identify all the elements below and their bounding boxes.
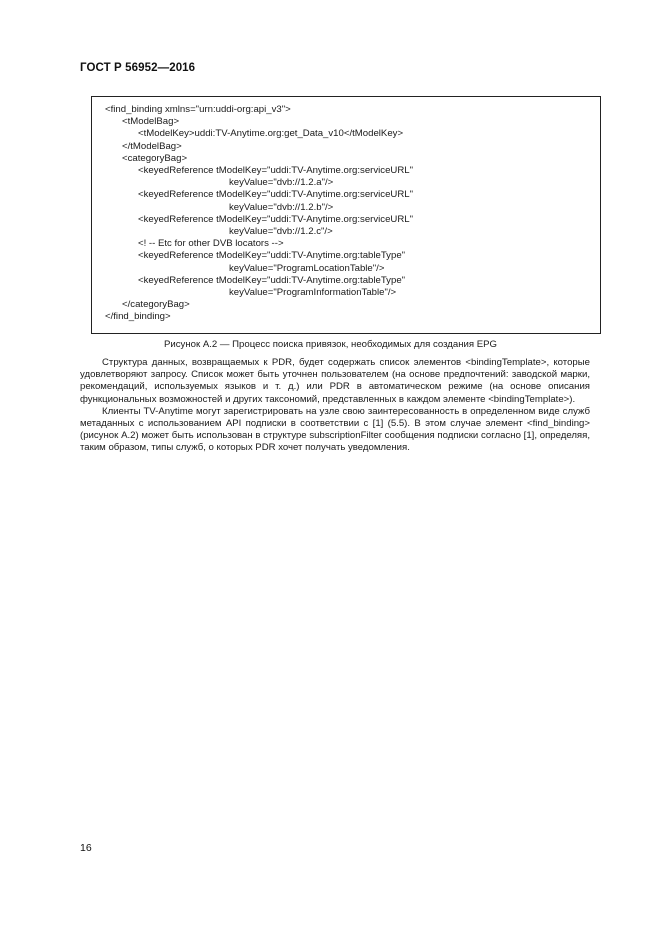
code-line: <categoryBag> (122, 152, 188, 164)
code-line: <tModelBag> (122, 116, 180, 128)
code-line: keyValue="dvb://1.2.c"/> (229, 226, 333, 238)
code-line: <find_binding xmlns="urn:uddi-org:api_v3"> (105, 104, 291, 115)
code-line: <keyedReference tModelKey="uddi:TV-Anytime.org:tableType" (138, 250, 406, 262)
document-header: ГОСТ Р 56952—2016 (80, 62, 196, 74)
code-line: keyValue="ProgramInformationTable"/> (229, 287, 397, 299)
code-line: keyValue="ProgramLocationTable"/> (229, 262, 385, 274)
code-line: <! -- Etc for other DVB locators --> (138, 238, 284, 250)
code-line: <keyedReference tModelKey="uddi:TV-Anytime.org:serviceURL" (138, 189, 414, 201)
paragraph: Клиенты TV-Anytime могут зарегистрировать на узле свою заинтересованность в определенном виде служб метаданных с использованием API подписки в соответствии с [1] (5.5). В этом случае элемент <find_binding> (рисунок А.2) может быть использован в структуре subscriptionFilter сообщения подписки согласно [1], определяя, таким образом, типы служб, о которых PDR хочет получать уведомления. (80, 405, 590, 454)
code-listing (105, 104, 413, 324)
code-line: </categoryBag> (122, 299, 190, 311)
code-listing-frame (91, 96, 601, 334)
code-line: <keyedReference tModelKey="uddi:TV-Anytime.org:serviceURL" (138, 213, 414, 225)
figure-caption: Рисунок А.2 — Процесс поиска привязок, необходимых для создания EPG (163, 339, 497, 350)
page-number: 16 (80, 842, 92, 854)
code-line: <keyedReference tModelKey="uddi:TV-Anytime.org:tableType" (138, 274, 406, 286)
code-line: keyValue="dvb://1.2.b"/> (229, 201, 334, 213)
code-line: <keyedReference tModelKey="uddi:TV-Anytime.org:serviceURL" (138, 165, 414, 177)
code-line: </find_binding> (105, 311, 171, 323)
code-line: <tModelKey>uddi:TV-Anytime.org:get_Data_v10</tModelKey> (138, 128, 404, 140)
paragraph: Структура данных, возвращаемых к PDR, будет содержать список элементов <bindingTemplate>, которые удовлетворяют запросу. Список может быть уточнен пользователем (на основе предпочтений: заводской марки, рекомендаций, используемых языков и т. д.) или PDR в автоматическом режиме (на основе описания функциональных возможностей и других таксономий, представленных в каждом элементе <bindingTemplate>). (80, 357, 590, 405)
code-line: keyValue="dvb://1.2.a"/> (229, 177, 334, 189)
body-text (80, 357, 590, 455)
code-line: </tModelBag> (122, 140, 182, 152)
